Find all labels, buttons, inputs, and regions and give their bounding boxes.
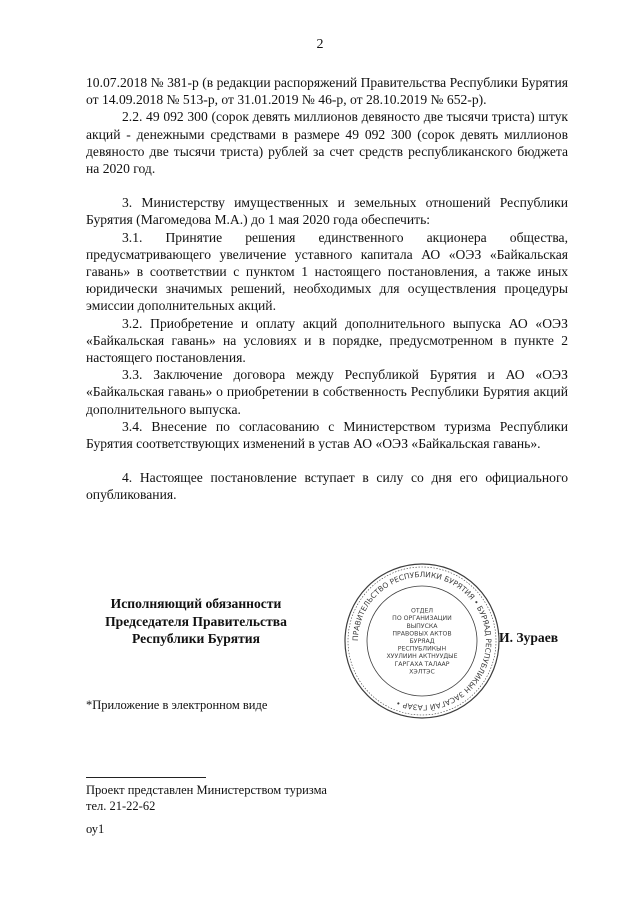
signature-title-line-2: Председателя Правительства <box>105 613 287 629</box>
seal-center-line: ГАРГАХА ТАЛААР <box>394 660 450 668</box>
seal-center-line: ПО ОРГАНИЗАЦИИ <box>392 615 452 623</box>
paragraph-3-4: 3.4. Внесение по согласованию с Министерством туризма Республики Бурятия соответствующих изменений в устав АО «ОЭЗ «Байкальская гавань». <box>86 418 568 452</box>
paragraph-3-3: 3.3. Заключение договора между Республикой Бурятия и АО «ОЭЗ «Байкальская гавань» о приобретении в собственность Республики Бурятия акций дополнительного выпуска. <box>86 367 568 417</box>
footer <box>86 782 327 814</box>
signer-name: И. Зураев <box>499 630 559 645</box>
seal-center-line: ПРАВОВЫХ АКТОВ <box>392 630 452 638</box>
seal-center-line: ВЫПУСКА <box>406 622 438 630</box>
paragraph-3-2: 3.2. Приобретение и оплату акций дополнительного выпуска АО «ОЭЗ «Байкальская гавань» на условиях и в порядке, предусмотренном в пункте 2 настоящего постановления. <box>86 315 568 366</box>
footer-project-line: Проект представлен Министерством туризма <box>86 783 327 797</box>
seal-center-line: РЕСПУБЛИКЫН <box>397 645 447 653</box>
seal-center-line: ХУУЛИИН АКТНУУДЫЕ <box>386 653 458 661</box>
seal-ring-text: ПРАВИТЕЛЬСТВО РЕСПУБЛИКИ БУРЯТИЯ • БУРЯАД РЕСПУБЛИКЫН ЗАСАГАЙ ГАЗАР • <box>350 569 494 713</box>
signature-block <box>86 595 306 648</box>
paragraph-3-1: 3.1. Принятие решения единственного акционера общества, предусматривающего увеличение уставного капитала АО «ОЭЗ «Байкальская гавань» в соответствии с пунктом 1 настоящего постановления, а также иных юридически значимых решений, необходимых для осуществления процедуры эмиссии дополнительных акций. <box>86 229 568 314</box>
annex-note: *Приложение в электронном виде <box>86 698 268 712</box>
paragraph-4: 4. Настоящее постановление вступает в силу со дня его официального опубликования. <box>86 470 568 503</box>
paragraph-continuation: 10.07.2018 № 381-р (в редакции распоряжений Правительства Республики Бурятия от 14.09.2018 № 513-р, от 31.01.2019 № 46-р, от 28.10.2019 № 652-р). <box>86 75 568 108</box>
document-body <box>86 74 568 504</box>
seal-center-line: ХЭЛТЭС <box>409 668 435 676</box>
official-seal <box>342 561 502 721</box>
paragraph-3: 3. Министерству имущественных и земельных отношений Республики Бурятия (Магомедова М.А.) до 1 мая 2020 года обеспечить: <box>86 195 568 228</box>
footer-phone-line: тел. 21-22-62 <box>86 799 156 813</box>
signature-title-line-1: Исполняющий обязанности <box>110 596 282 611</box>
document-code: оу1 <box>86 822 105 836</box>
footnote-rule <box>86 777 206 778</box>
paragraph-2-2: 2.2. 49 092 300 (сорок девять миллионов девяносто две тысячи триста) штук акций - денежными средствами в размере 49 092 300 (сорок девять миллионов девяносто две тысячи триста) рублей за счет средств республиканского бюджета на 2020 год. <box>86 109 568 177</box>
page-number: 2 <box>316 37 324 52</box>
seal-center-line: БУРЯАД <box>409 638 435 645</box>
seal-center-line: ОТДЕЛ <box>410 607 434 615</box>
signature-title-line-3: Республики Бурятия <box>131 631 260 646</box>
